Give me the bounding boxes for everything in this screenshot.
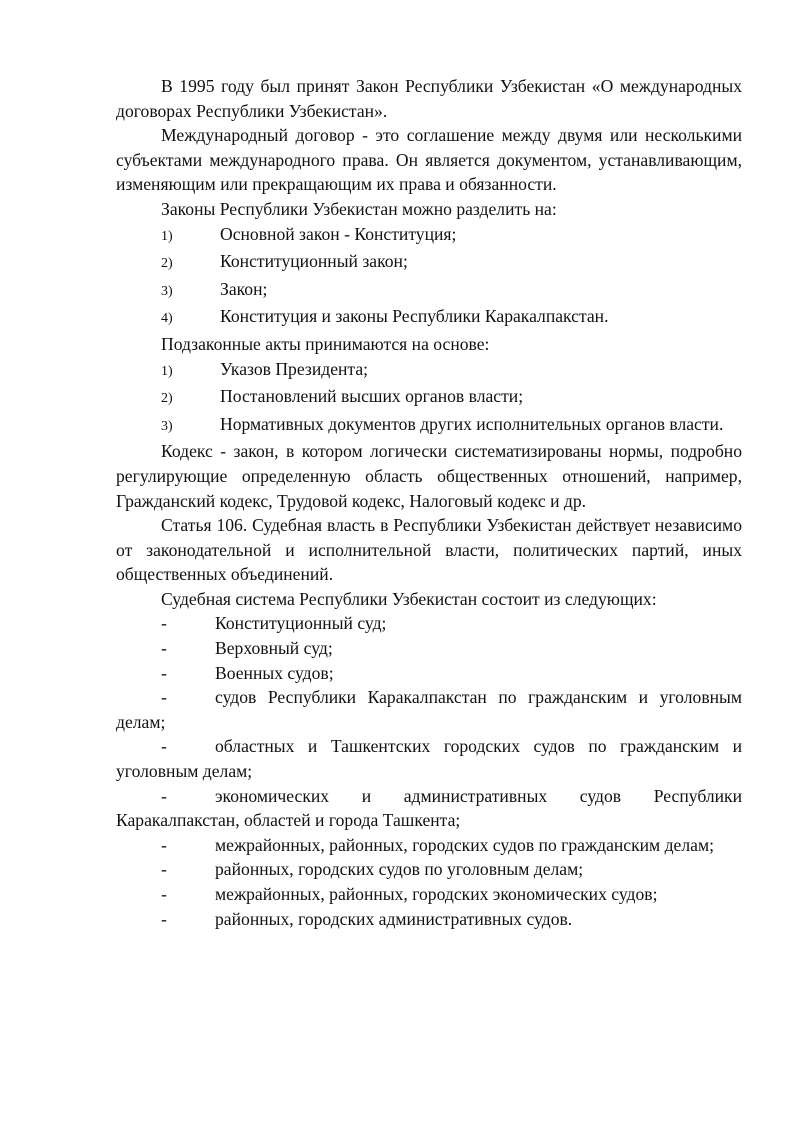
- list-item: [116, 661, 742, 686]
- list-marker: 2): [161, 256, 173, 272]
- list-item: [116, 882, 742, 907]
- list-marker: -: [161, 908, 167, 929]
- acts-list: [116, 357, 742, 440]
- list-marker: 4): [161, 311, 173, 327]
- list-marker: 1): [161, 363, 173, 379]
- list-marker: 3): [161, 283, 173, 299]
- list-item-text: Указов Президента;: [220, 358, 369, 379]
- list-item-text: областных и Ташкентских городских судов по гражданским и уголовным делам;: [116, 736, 742, 782]
- list-item-text: Конституционный суд;: [215, 613, 387, 634]
- paragraph-article-106: Статья 106. Судебная власть в Республики Узбекистан действует независимо от законодательной и исполнительной власти, политических партий, иных общественных объединений.: [116, 515, 742, 585]
- list-marker: -: [161, 736, 167, 757]
- list-item-text: экономических и административных судов Республики Каракалпакстан, областей и города Ташкента;: [116, 785, 742, 831]
- list-item-text: районных, городских административных судов.: [215, 908, 573, 929]
- list-item: [116, 734, 742, 783]
- paragraph-international-treaty: Международный договор - это соглашение между двумя или несколькими субъектами международного права. Он является документом, устанавливающим, изменяющим или прекращающим их права и обязанности.: [116, 125, 742, 195]
- list-item: [116, 222, 742, 250]
- list-item: [116, 611, 742, 636]
- list-item: [116, 833, 742, 858]
- paragraph-subordinate-acts: Подзаконные акты принимаются на основе:: [161, 333, 490, 354]
- list-item-text: межрайонных, районных, городских судов по гражданским делам;: [215, 834, 714, 855]
- list-item-text: Верховный суд;: [215, 638, 333, 659]
- list-marker: -: [161, 662, 167, 683]
- list-marker: 3): [161, 418, 173, 434]
- list-marker: -: [161, 834, 167, 855]
- list-item: [116, 249, 742, 277]
- list-item-text: Конституция и законы Республики Каракалпакстан.: [220, 306, 609, 327]
- paragraph-law-1995: В 1995 году был принят Закон Республики Узбекистан «О международных договорах Республики Узбекистан».: [116, 76, 742, 121]
- list-item-text: судов Республики Каракалпакстан по гражданским и уголовным делам;: [116, 687, 742, 732]
- list-item: [116, 304, 742, 332]
- list-item: [116, 636, 742, 661]
- list-item: [116, 907, 742, 932]
- list-marker: -: [161, 687, 167, 708]
- list-item: [116, 277, 742, 305]
- list-item: [116, 357, 742, 385]
- list-marker: -: [161, 638, 167, 659]
- paragraph-codex: Кодекс - закон, в котором логически систематизированы нормы, подробно регулирующие определенную область общественных отношений, например, Гражданский кодекс, Трудовой кодекс, Налоговый кодекс и др.: [116, 441, 742, 511]
- list-item: [116, 412, 742, 440]
- list-item-text: Закон;: [220, 278, 268, 299]
- paragraph-court-system: Судебная система Республики Узбекистан состоит из следующих:: [161, 588, 657, 609]
- list-marker: -: [161, 884, 167, 904]
- list-item-text: Основной закон - Конституция;: [220, 223, 457, 244]
- list-item: [116, 784, 742, 833]
- list-marker: 1): [161, 228, 173, 244]
- list-marker: -: [161, 785, 167, 806]
- list-item-text: Конституционный закон;: [220, 251, 408, 272]
- list-item-text: межрайонных, районных, городских экономических судов;: [215, 884, 658, 904]
- laws-list: [116, 222, 742, 332]
- list-item: [116, 685, 742, 734]
- list-item-text: Военных судов;: [215, 662, 334, 683]
- document-body: [116, 74, 742, 931]
- paragraph-laws-division: Законы Республики Узбекистан можно разделить на:: [161, 198, 557, 219]
- courts-list: [116, 611, 742, 931]
- list-item-text: районных, городских судов по уголовным делам;: [215, 859, 584, 880]
- list-marker: 2): [161, 391, 173, 407]
- list-item-text: Нормативных документов других исполнительных органов власти.: [220, 413, 724, 434]
- list-item: [116, 857, 742, 882]
- list-marker: -: [161, 859, 167, 880]
- list-item: [116, 384, 742, 412]
- list-item-text: Постановлений высших органов власти;: [220, 386, 524, 407]
- list-marker: -: [161, 613, 167, 634]
